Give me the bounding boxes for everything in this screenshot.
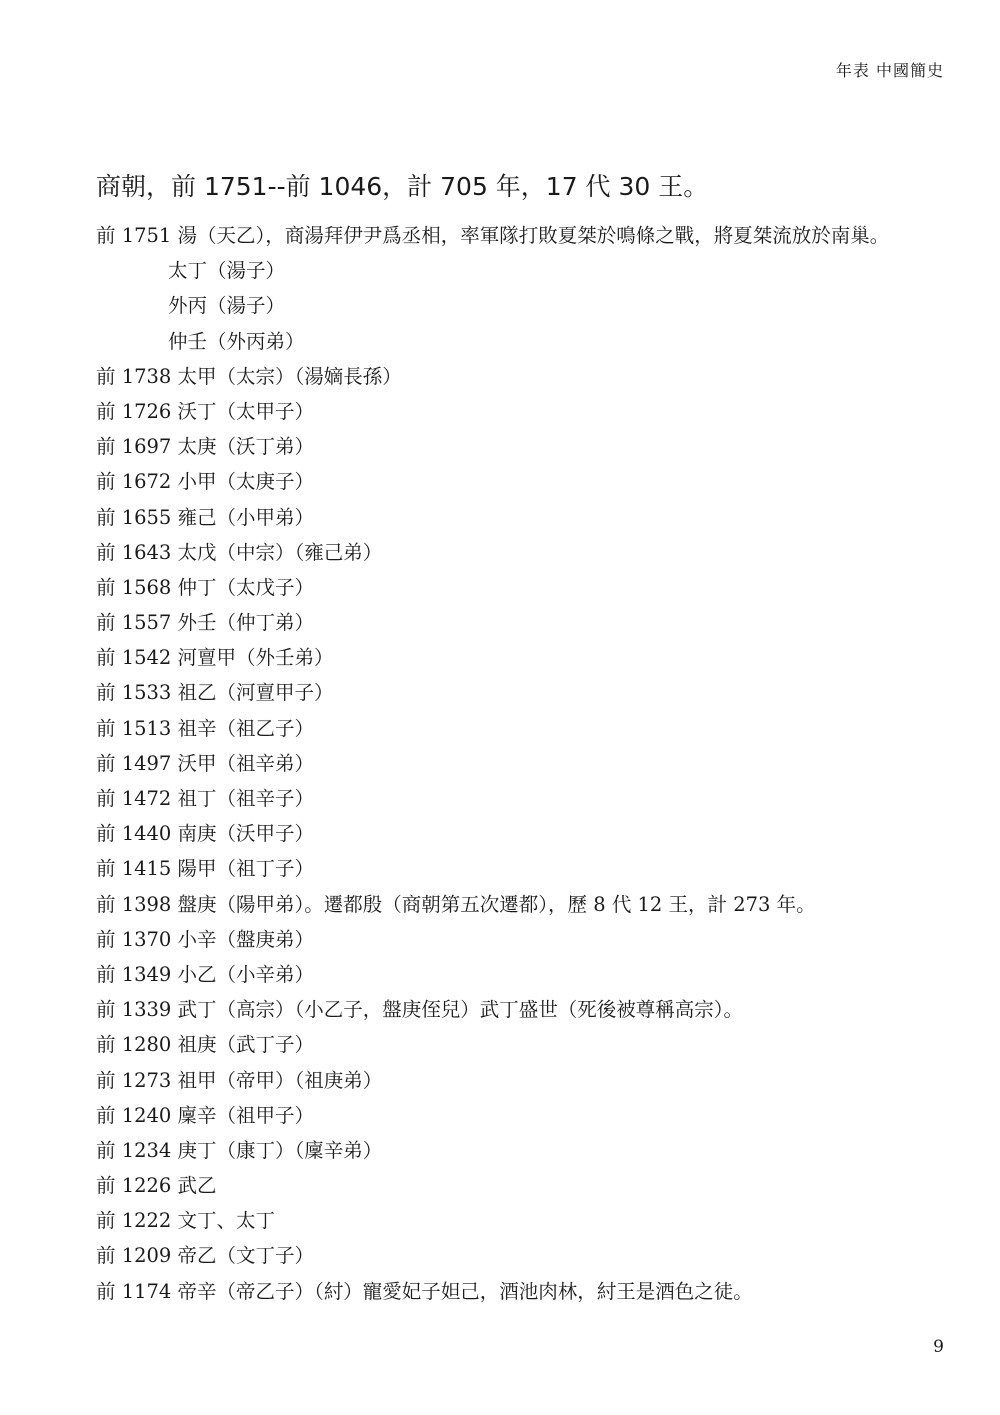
chronology-entry: 前 1751 湯（天乙），商湯拜伊尹爲丞相，率軍隊打敗夏桀於鳴條之戰，將夏桀流放於南巢。 (96, 224, 890, 247)
chronology-entry: 前 1557 外壬（仲丁弟） (96, 611, 315, 635)
chronology-entry: 前 1440 南庚（沃甲子） (96, 822, 315, 846)
chronology-entry: 前 1497 沃甲（祖辛弟） (96, 751, 315, 775)
chronology-entry: 前 1370 小辛（盤庚弟） (96, 927, 315, 951)
chronology-entry: 前 1738 太甲（太宗）（湯嫡長孫） (96, 364, 402, 388)
page-number: 9 (933, 1337, 944, 1357)
page-title: 商朝，前 1751--前 1046，計 705 年，17 代 30 王。 (96, 172, 709, 201)
chronology-entry: 前 1415 陽甲（祖丁子） (96, 857, 315, 881)
chronology-entry: 前 1472 祖丁（祖辛子） (96, 787, 315, 810)
chronology-entry: 前 1226 武乙 (96, 1174, 217, 1198)
chronology-entry: 仲壬（外丙弟） (168, 329, 305, 353)
chronology-entry: 前 1643 太戊（中宗）（雍己弟） (96, 540, 383, 564)
chronology-entry: 外丙（湯子） (168, 294, 286, 318)
chronology-list (96, 218, 944, 1309)
chronology-entry: 前 1672 小甲（太庚子） (96, 470, 315, 494)
chronology-entry: 前 1339 武丁（高宗）（小乙子，盤庚侄兒）武丁盛世（死後被尊稱高宗）。 (96, 998, 744, 1022)
chronology-entry: 前 1697 太庚（沃丁弟） (96, 435, 315, 459)
chronology-entry: 前 1542 河亶甲（外壬弟） (96, 646, 334, 670)
chronology-entry: 前 1568 仲丁（太戊子） (96, 575, 315, 599)
chronology-entry: 前 1280 祖庚（武丁子） (96, 1033, 315, 1057)
chronology-entry: 前 1349 小乙（小辛弟） (96, 962, 315, 986)
chronology-entry: 前 1174 帝辛（帝乙子）（紂）寵愛妃子妲己，酒池肉林，紂王是酒色之徒。 (96, 1279, 753, 1303)
chronology-entry: 前 1240 廩辛（祖甲子） (96, 1103, 315, 1127)
chronology-entry: 前 1234 庚丁（康丁）（廩辛弟） (96, 1138, 383, 1162)
chronology-entry: 前 1726 沃丁（太甲子） (96, 399, 315, 423)
chronology-entry: 前 1655 雍己（小甲弟） (96, 505, 315, 529)
chronology-entry: 前 1513 祖辛（祖乙子） (96, 716, 315, 740)
running-header: 年表 中國簡史 (835, 61, 944, 80)
chronology-entry: 前 1398 盤庚（陽甲弟）。遷都殷（商朝第五次遷都），歷 8 代 12 王，計 273 年。 (96, 892, 816, 916)
chronology-entry: 前 1533 祖乙（河亶甲子） (96, 681, 334, 705)
chronology-entry: 前 1273 祖甲（帝甲）（祖庚弟） (96, 1068, 383, 1092)
chronology-entry: 前 1209 帝乙（文丁子） (96, 1244, 315, 1268)
chronology-entry: 太丁（湯子） (168, 259, 286, 283)
chronology-entry: 前 1222 文丁、太丁 (96, 1209, 276, 1233)
